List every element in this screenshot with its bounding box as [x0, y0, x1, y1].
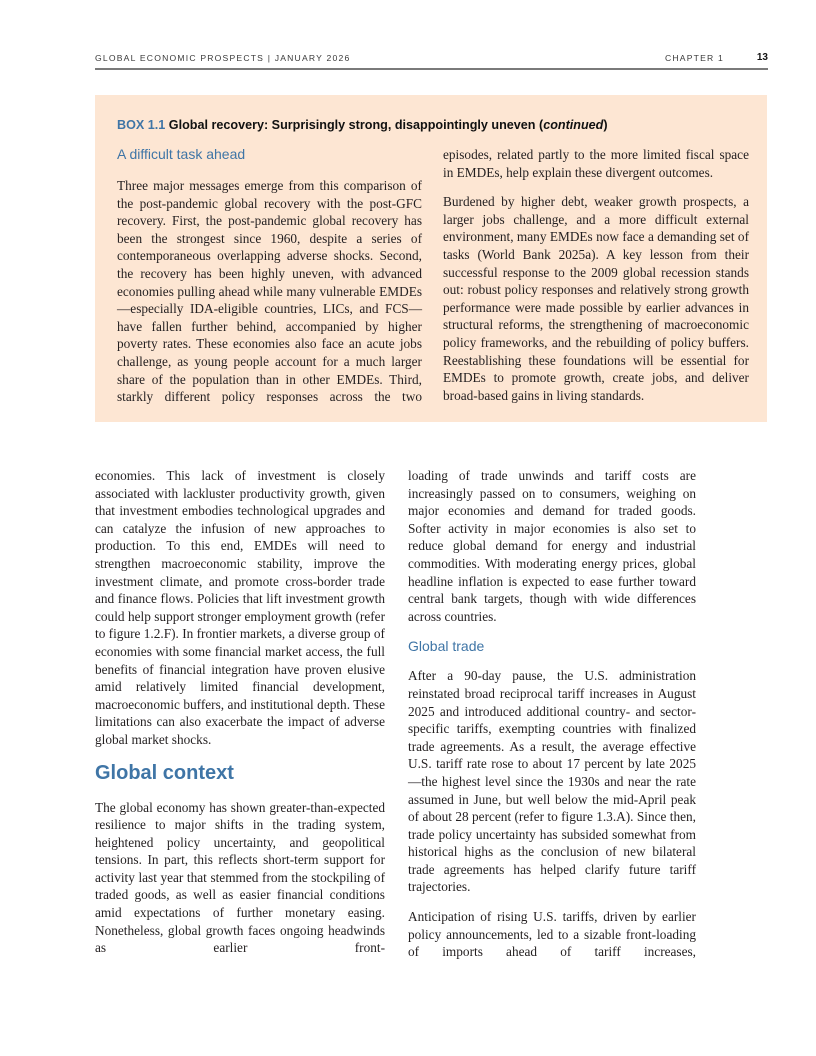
- box-column-1: [117, 177, 422, 418]
- box-column-2: [443, 146, 749, 416]
- box-1-1: [95, 95, 767, 422]
- box-title: BOX 1.1 Global recovery: Surprisingly strong, disappointingly uneven (continued): [117, 118, 608, 132]
- running-header: [95, 53, 768, 67]
- subsection-heading-global-trade: Global trade: [408, 638, 485, 655]
- body-paragraph: loading of trade unwinds and tariff costs are increasingly passed on to consumers, weighing on major economies and demand for traded goods. Softer activity in major economies is also set to reduce global demand for energy and industrial commodities. With moderating energy prices, global headline inflation is expected to ease further toward central bank targets, though with wide differences across countries.: [408, 468, 696, 624]
- box-paragraph: episodes, related partly to the more limited fiscal space in EMDEs, help explain these divergent outcomes.: [443, 147, 749, 180]
- page-number: 13: [756, 52, 768, 63]
- main-column-1: [95, 467, 385, 969]
- header-divider: [95, 68, 768, 70]
- body-paragraph: economies. This lack of investment is closely associated with lackluster productivity growth, given that investment embodies technological upgrades and can catalyze the infusion of new approaches to production. To this end, EMDEs will need to strengthen macroeconomic stability, improve the investment climate, and promote cross-border trade and finance flows. Policies that lift investment growth could help support stronger employment growth (refer to figure 1.2.F). In frontier markets, a diverse group of economies with some financial market access, the full benefits of financial integration have proven elusive amid relatively limited financial development, macroeconomic buffers, and institutional depth. These limitations can also exacerbate the impact of adverse global market shocks.: [95, 468, 385, 747]
- box-title-text: Global recovery: Surprisingly strong, disappointingly uneven: [168, 118, 536, 132]
- body-paragraph: The global economy has shown greater-than-expected resilience to major shifts in the trading system, heightened policy uncertainty, and geopolitical tensions. In part, this reflects short-term support for activity last year that stemmed from the stockpiling of traded goods, as well as easier financial conditions amid expectations of further monetary easing. Nonetheless, global growth faces ongoing headwinds as earlier front-: [95, 799, 385, 956]
- main-column-2: [408, 467, 696, 973]
- section-heading-global-context: Global context: [95, 761, 234, 784]
- box-label: BOX 1.1: [117, 118, 166, 132]
- box-continued: continued: [543, 118, 604, 132]
- box-paragraph: Three major messages emerge from this comparison of the post-pandemic global recovery with the post-GFC recovery. First, the post-pandemic global recovery has been the strongest since 1960, despite a series of contemporaneous overlapping adverse shocks. Second, the recovery has been highly uneven, with advanced economies pulling ahead while many vulnerable EMDEs—especially IDA-eligible countries, LICs, and FCS—have fallen further behind, accompanied by higher poverty rates. These economies also face an acute jobs challenge, as young people account for a much larger share of the population than in other EMDEs. Third, starkly different policy responses across the two: [117, 178, 422, 405]
- box-subheading: A difficult task ahead: [117, 146, 246, 162]
- chapter-label: CHAPTER 1: [664, 53, 724, 63]
- body-paragraph: Anticipation of rising U.S. tariffs, driven by earlier policy announcements, led to a sizable front-loading of imports ahead of tariff increases,: [408, 909, 696, 960]
- body-paragraph: After a 90-day pause, the U.S. administration reinstated broad reciprocal tariff increases in August 2025 and introduced additional country- and sector-specific tariffs, exempting countries with finalized trade agreements. As a result, the average effective U.S. tariff rate rose to about 17 percent by late 2025—the highest level since the 1930s and near the rate assumed in June, but well below the mid-April peak of about 28 percent (refer to figure 1.3.A). Since then, trade policy uncertainty has subsided somewhat from historical highs as the conclusion of new bilateral trade agreements has helped clarify future tariff trajectories.: [408, 668, 696, 895]
- box-paragraph: Burdened by higher debt, weaker growth prospects, a larger jobs challenge, and a more difficult external environment, many EMDEs now face a demanding set of tasks (World Bank 2025a). A key lesson from their successful response to the 2009 global recession stands out: robust policy responses and relatively strong growth performance were made possible by earlier advances in structural reforms, the strengthening of macroeconomic policy frameworks, and the rebuilding of policy buffers. Reestablishing these foundations will be essential for EMDEs to promote growth, create jobs, and deliver broad-based gains in living standards.: [443, 194, 749, 403]
- running-title: GLOBAL ECONOMIC PROSPECTS | JANUARY 2026: [95, 53, 351, 63]
